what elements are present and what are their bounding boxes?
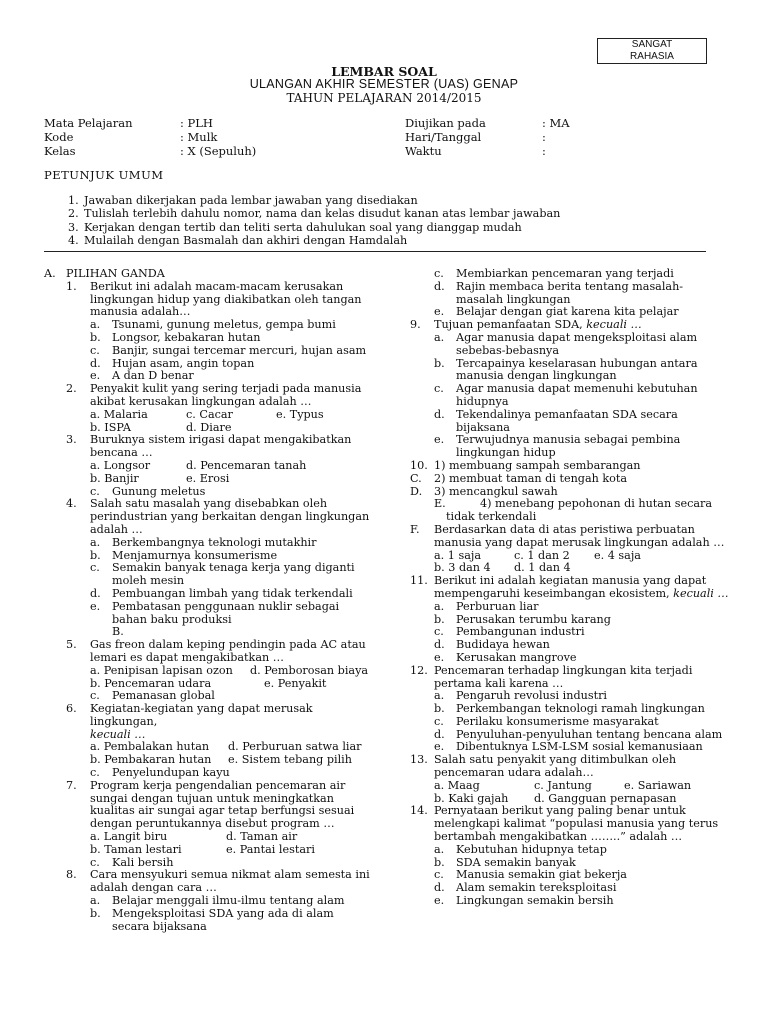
question-number: 3.: [66, 433, 77, 447]
info-label: Kelas: [44, 144, 76, 158]
question-11: [410, 575, 730, 601]
option: b. Mengeksploitasi SDA yang ada di alam secara bijaksana: [90, 906, 334, 933]
question-6: [66, 703, 374, 741]
info-label: Mata Pelajaran: [44, 116, 133, 130]
option-row: b. 3 dan 4 d. 1 dan 4: [434, 561, 571, 575]
info-value: : PLH: [180, 116, 213, 130]
instruction-item: [68, 221, 688, 234]
option-row: b. Banjir e. Erosi: [90, 471, 230, 485]
question-text: Salah satu masalah yang disebabkan oleh perindustrian yang berkaitan dengan lingkungan adalah …: [90, 497, 370, 536]
info-label: Diujikan pada: [405, 116, 486, 130]
question-number: F.: [410, 522, 420, 536]
option: e. Belajar dengan giat karena kita pelajar: [434, 305, 679, 319]
option-row: b. ISPA d. Diare: [90, 420, 232, 434]
option: e. Lingkungan semakin bersih: [434, 894, 614, 908]
instruction-number: 3.: [68, 220, 79, 234]
question-number: 12.: [410, 663, 428, 677]
question-number: 11.: [410, 574, 428, 588]
confidential-stamp: [597, 38, 707, 64]
option: b. Tercapainya keselarasan hubungan antara manusia dengan lingkungan: [434, 356, 698, 383]
question-text: Cara mensyukuri semua nikmat alam semesta ini adalah dengan cara …: [90, 868, 370, 895]
option: d. Pembuangan limbah yang tidak terkendali: [90, 586, 353, 600]
option: a. Perburuan liar: [434, 599, 539, 613]
stamp-line-1: SANGAT: [631, 39, 673, 50]
info-label: Waktu: [405, 144, 442, 158]
option: b. Perusakan terumbu karang: [434, 612, 611, 626]
question-number: 4.: [66, 497, 77, 511]
option: a. Pengaruh revolusi industri: [434, 689, 607, 703]
question-text: Program kerja pengendalian pencemaran air sungai dengan tujuan untuk meningkatkan kualitas air sungai agar tetap berfungsi sesuai dengan peruntukannya disebut program …: [90, 778, 355, 831]
question-text: Gas freon dalam keping pendingin pada AC atau lemari es dapat mengakibatkan …: [90, 638, 366, 664]
exam-subtitle: ULANGAN AKHIR SEMESTER (UAS) GENAP: [249, 77, 519, 91]
option: b. Perkembangan teknologi ramah lingkungan: [434, 702, 705, 716]
option: c. Agar manusia dapat memenuhi kebutuhan hidupnya: [434, 382, 698, 408]
question-1: [66, 281, 374, 319]
section-heading: [44, 268, 374, 281]
info-value: : Mulk: [180, 130, 218, 144]
option-row: b. Pembakaran hutan e. Sistem tebang pilih: [90, 753, 352, 767]
instruction-text: Tulislah terlebih dahulu nomor, nama dan kelas disudut kanan atas lembar jawaban: [84, 207, 561, 221]
info-value: :: [542, 144, 546, 158]
question-number: 10.: [410, 458, 428, 472]
option: e. Terwujudnya manusia sebagai pembina lingkungan hidup: [434, 433, 681, 460]
question-10-item-e-cont: tidak terkendali: [446, 510, 537, 524]
question-text-emphasis: kecuali …: [586, 318, 642, 332]
option: c. Pembangunan industri: [434, 625, 585, 639]
option-row: a. 1 saja c. 1 dan 2 e. 4 saja: [434, 548, 641, 562]
question-text: Penyakit kulit yang sering terjadi pada manusia akibat kerusakan lingkungan adalah …: [90, 382, 362, 408]
option-row: b. Taman lestari e. Pantai lestari: [90, 842, 315, 856]
option: b. Longsor, kebakaran hutan: [90, 330, 261, 344]
question-text: Berikut ini adalah macam-macam kerusakan lingkungan hidup yang diakibatkan oleh tangan manusia adalah…: [90, 279, 362, 319]
option-row: a. Malaria c. Cacar e. Typus: [90, 407, 324, 421]
question-text: Pencemaran terhadap lingkungan kita terjadi pertama kali karena …: [434, 663, 693, 690]
option: e. A dan D benar: [90, 369, 194, 383]
question-text: Kegiatan-kegiatan yang dapat merusak lingkungan,: [90, 702, 313, 728]
info-value: :: [542, 130, 546, 144]
option-row: a. Longsor d. Pencemaran tanah: [90, 458, 307, 472]
academic-year: TAHUN PELAJARAN 2014/2015: [286, 91, 482, 105]
option: d. Rajin membaca berita tentang masalah-masalah lingkungan: [434, 279, 684, 306]
option-row: b. Pencemaran udara e. Penyakit: [90, 676, 327, 690]
question-13: [410, 754, 730, 780]
question-text: Berikut ini adalah kegiatan manusia yang dapat mempengaruhi keseimbangan ekosistem,: [434, 574, 707, 600]
option: c. Perilaku konsumerisme masyarakat: [434, 714, 659, 728]
option: d. Tekendalinya pemanfaatan SDA secara bijaksana: [434, 407, 678, 434]
question-text-emphasis: kecuali …: [673, 586, 729, 600]
question-4: [66, 498, 374, 536]
option: d. Hujan asam, angin topan: [90, 356, 255, 370]
option: c. Penyelundupan kayu: [90, 766, 230, 780]
option: a. Agar manusia dapat mengeksploitasi alam sebebas-bebasnya: [434, 330, 698, 357]
question-8: [66, 869, 374, 895]
instruction-number: 1.: [68, 194, 79, 207]
instruction-text: Jawaban dikerjakan pada lembar jawaban yang disediakan: [84, 194, 418, 207]
question-14: [410, 805, 730, 843]
option-row: a. Langit biru d. Taman air: [90, 830, 298, 844]
option: c. Kali bersih: [90, 855, 174, 869]
instruction-item: [68, 194, 688, 207]
question-number: 8.: [66, 868, 77, 882]
question-text-emphasis: kecuali …: [90, 727, 146, 741]
question-f: [410, 524, 730, 550]
instruction-number: 4.: [68, 233, 79, 247]
questions-left-column: [44, 268, 374, 933]
questions-right-column: [410, 268, 730, 908]
option-row: b. Kaki gajah d. Gangguan pernapasan: [434, 791, 677, 805]
instruction-text: Mulailah dengan Basmalah dan akhiri dengan Hamdalah: [84, 233, 408, 247]
question-number: 13.: [410, 753, 428, 767]
info-value: : MA: [542, 116, 570, 130]
option: a. Berkembangnya teknologi mutakhir: [90, 535, 317, 549]
question-10: [410, 460, 730, 473]
info-right: [405, 116, 570, 158]
option: c. Gunung meletus: [90, 484, 206, 498]
instructions-list: [68, 194, 688, 247]
info-label: Kode: [44, 130, 74, 144]
question-2: [66, 383, 374, 409]
question-number: 5.: [66, 638, 77, 652]
instruction-item: [68, 207, 688, 220]
option: b. Menjamurnya konsumerisme: [90, 548, 278, 562]
section-divider: [44, 251, 706, 252]
instruction-text: Kerjakan dengan tertib dan teliti serta dahulukan soal yang dianggap mudah: [84, 220, 522, 234]
option: e. Pembatasan penggunaan nuklir sebagai bahan baku produksi: [90, 599, 340, 626]
instruction-number: 2.: [68, 207, 79, 221]
option: b. SDA semakin banyak: [434, 855, 576, 869]
question-number: 1.: [66, 279, 77, 293]
question-text: Salah satu penyakit yang ditimbulkan oleh pencemaran udara adalah…: [434, 753, 677, 780]
section-title: PILIHAN GANDA: [66, 267, 165, 280]
instructions-title: PETUNJUK UMUM: [44, 168, 164, 182]
question-5: [66, 639, 374, 665]
question-text: Berdasarkan data di atas peristiwa perbuatan manusia yang dapat merusak lingkungan adalah …: [434, 522, 725, 549]
option: c. Membiarkan pencemaran yang terjadi: [434, 267, 674, 280]
option: c. Banjir, sungai tercemar mercuri, hujan asam: [90, 343, 367, 357]
question-text: Buruknya sistem irigasi dapat mengakibatkan bencana …: [90, 433, 352, 460]
question-12: [410, 665, 730, 691]
option-row: a. Penipisan lapisan ozon d. Pemborosan biaya: [90, 663, 369, 677]
option: e. Kerusakan mangrove: [434, 650, 577, 664]
info-value: : X (Sepuluh): [180, 144, 257, 158]
question-7: [66, 780, 374, 831]
question-number: 9.: [410, 318, 421, 332]
option: c. Semakin banyak tenaga kerja yang diganti moleh mesin: [90, 561, 355, 588]
option: c. Pemanasan global: [90, 689, 215, 703]
stray-text: B.: [112, 625, 124, 639]
question-text: 1) membuang sampah sembarangan: [434, 458, 641, 472]
option-row: a. Pembalakan hutan d. Perburuan satwa liar: [90, 740, 362, 754]
option: a. Tsunami, gunung meletus, gempa bumi: [90, 318, 336, 332]
question-3: [66, 434, 374, 460]
info-label: Hari/Tanggal: [405, 130, 482, 144]
section-letter: A.: [44, 267, 56, 280]
page-title: LEMBAR SOAL: [331, 64, 437, 79]
option: c. Manusia semakin giat bekerja: [434, 868, 627, 882]
option: e. Dibentuknya LSM-LSM sosial kemanusiaan: [434, 740, 703, 754]
question-10-item-c: C. 2) membuat taman di tengah kota: [410, 471, 628, 485]
stamp-line-2: RAHASIA: [630, 51, 674, 62]
instruction-item: [68, 234, 688, 247]
question-number: 7.: [66, 778, 77, 792]
question-number: 14.: [410, 804, 428, 818]
option: d. Alam semakin tereksploitasi: [434, 881, 617, 895]
question-number: 6.: [66, 702, 77, 716]
question-text: Tujuan pemanfaatan SDA,: [434, 318, 583, 332]
question-number: 2.: [66, 382, 77, 396]
question-10-item-d: D. 3) mencangkul sawah: [410, 484, 558, 498]
option-row: a. Maag c. Jantung e. Sariawan: [434, 778, 692, 792]
option: a. Belajar menggali ilmu-ilmu tentang alam: [90, 894, 345, 908]
question-text: Pernyataan berikut yang paling benar untuk melengkapi kalimat “populasi manusia yang terus bertambah mengakibatkan ……..” adalah …: [434, 804, 719, 844]
option: d. Budidaya hewan: [434, 638, 550, 652]
option: d. Penyuluhan-penyuluhan tentang bencana alam: [434, 727, 723, 741]
info-left: [44, 116, 256, 158]
question-10-item-e: E. 4) menebang pepohonan di hutan secara: [434, 497, 713, 511]
option: a. Kebutuhan hidupnya tetap: [434, 842, 607, 856]
